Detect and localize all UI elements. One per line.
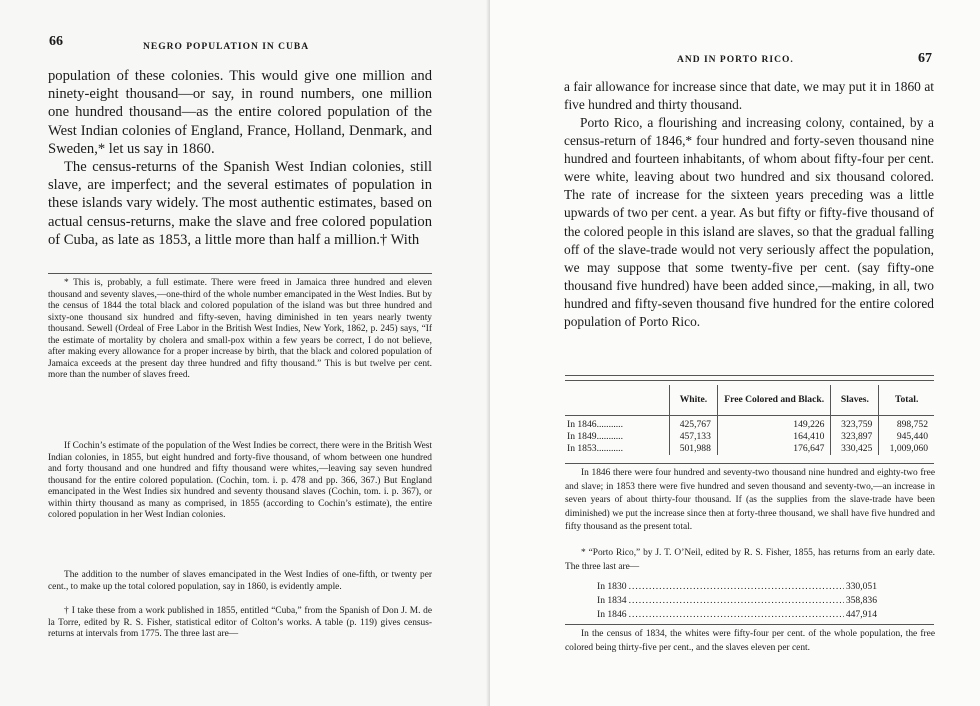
- census-row-1853: [565, 443, 934, 455]
- census-header-slaves: Slaves.: [831, 385, 879, 416]
- leader-label: In 1830: [597, 581, 627, 592]
- right-body-paragraph-2: Porto Rico, a flourishing and increasing colony, contained, by a census-return of 1846,* four hundred and forty-seven thousand nine hundred and fourteen inhabitants, of whom about fifty-four per cent. were white, leaving about two hundred and six thousand colored. The rate of increase for the sixteen years preceding was a little upwards of two per cent. a year. As but fifty or fifty-five thousand of the colored people in this island are slaves, so that the gradual falling off of the slave-trade would not very seriously affect the population, we may suppose that some twenty-five per cent. (say fifty-one thousand five hundred) have been added since,—making, in all, two hundred and fifty-seven thousand five hundred for the entire colored population of Porto Rico.: [564, 115, 934, 330]
- census-cell-total: 945,440: [879, 431, 934, 443]
- left-page-number: 66: [49, 34, 63, 49]
- right-note-3: In the census of 1834, the whites were fifty-four per cent. of the whole population, the free colored being thirty-five per cent., and the slaves eleven per cent.: [565, 629, 935, 653]
- leader-row-1846: [597, 609, 877, 621]
- leader-label: In 1846: [597, 609, 627, 620]
- census-header-blank: [565, 385, 670, 416]
- census-header-white: White.: [670, 385, 718, 416]
- census-cell-slaves: 330,425: [831, 443, 879, 455]
- census-cell-free: 176,647: [717, 443, 831, 455]
- census-header-total: Total.: [879, 385, 934, 416]
- census-cell-slaves: 323,897: [831, 431, 879, 443]
- leader-row-1834: [597, 595, 877, 607]
- table-top-rule-1: [565, 375, 934, 376]
- right-page-number: 67: [918, 51, 932, 66]
- census-row-1849: [565, 431, 934, 443]
- left-footnote-3: The addition to the number of slaves emancipated in the West Indies of one-fifth, or twenty per cent., to make up the total colored population, say in 1860, is evidently ample.: [48, 570, 432, 592]
- census-table-header-row: [565, 385, 934, 416]
- leader-label: In 1834: [597, 595, 627, 606]
- leader-row-1830: [597, 581, 877, 593]
- census-table: [565, 385, 934, 455]
- right-note-1: In 1846 there were four hundred and seventy-two thousand nine hundred and eighty-two free and slave; in 1853 there were five hundred and seven thousand and seventy-two,—an increase in seven years of about thirty-four thousand. If (as the supplies from the slave-trade have been diminished) we put the increase since then at forty-three thousand, we shall have five hundred and fifty thousand as the present total.: [565, 468, 935, 533]
- leader-value: 330,051: [845, 581, 877, 592]
- census-cell-free: 149,226: [717, 416, 831, 432]
- left-body-paragraph-2: The census-returns of the Spanish West Indian colonies, still slave, are imperfect; and the several estimates of population in these islands vary widely. The most authentic estimates, based on actual census-returns, make the slave and free colored population of Cuba, as late as 1853, a little more than half a million.† With: [48, 159, 432, 248]
- census-row-1846: [565, 416, 934, 432]
- table-bottom-rule: [565, 463, 934, 464]
- census-cell-total: 898,752: [879, 416, 934, 432]
- right-running-head: AND IN PORTO RICO.: [677, 55, 794, 65]
- census-cell-free: 164,410: [717, 431, 831, 443]
- left-footnote-2: If Cochin’s estimate of the population of the West Indies be correct, there were in the British West Indian colonies, in 1855, but eight hundred and forty-five thousand, of whom between one hundred and forty thousand and one hundred and fifty thousand were whites,—leaving say seven hundred thousand for the entire colored population. (Cochin, tom. i. p. 478 and pp. 366, 367.) But England emancipated in the West Indies six hundred and seventy thousand slaves (Cochin, tom. i. p. 367), or within thirty thousand as many as comprised, in 1855 (according to Cochin’s estimate), the entire colored population in her West Indian colonies.: [48, 441, 432, 520]
- right-body-paragraph-1: a fair allowance for increase since that date, we may put it in 1860 at five hundred and thirty thousand.: [564, 79, 934, 113]
- list-bottom-rule: [565, 624, 934, 625]
- left-body-paragraph-1: population of these colonies. This would give one million and ninety-eight thousand—or say, in round numbers, one million one hundred thousand—as the entire colored population of the West Indian colonies of England, France, Holland, Denmark, and Sweden,* let us say in 1860.: [48, 68, 432, 157]
- table-top-rule-2: [565, 380, 934, 381]
- census-cell-white: 425,767: [670, 416, 718, 432]
- right-note-2: * “Porto Rico,” by J. T. O’Neil, edited by R. S. Fisher, 1855, has returns from an early date. The three last are—: [565, 548, 935, 572]
- census-cell-total: 1,009,060: [879, 443, 934, 455]
- left-running-head: NEGRO POPULATION IN CUBA: [143, 42, 310, 52]
- census-cell-slaves: 323,759: [831, 416, 879, 432]
- census-row-label: In 1853...........: [567, 443, 623, 454]
- census-row-label: In 1846...........: [567, 419, 623, 430]
- leader-value: 358,836: [845, 595, 877, 606]
- left-footnote-4: † I take these from a work published in 1855, entitled “Cuba,” from the Spanish of Don J. M. de la Torre, edited by R. S. Fisher, statistical editor of Colton’s works. A table (p. 119) gives census-returns at intervals from 1775. The three last are—: [48, 606, 432, 639]
- census-cell-white: 457,133: [670, 431, 718, 443]
- census-cell-white: 501,988: [670, 443, 718, 455]
- census-row-label: In 1849...........: [567, 431, 623, 442]
- left-footnote-1: * This is, probably, a full estimate. There were freed in Jamaica three hundred and eleven thousand and seventy slaves,—one-third of the whole number emancipated in the West Indies. But by the census of 1844 the total black and colored population of the island was but three hundred and sixty-one thousand six hundred and fifty-seven, having diminished in ten years nearly twenty thousand. Sewell (Ordeal of Free Labor in the British West Indies, New York, 1862, p. 245) says, “If the estimate of mortality by cholera and small-pox within a few years be correct, I do not believe, after making every allowance for a proper increase by birth, that the black and colored population of Jamaica exceeds at the present day three hundred and fifty thousand.” This is but twelve per cent. more than the number of slaves freed.: [48, 278, 432, 380]
- census-header-free-colored: Free Colored and Black.: [717, 385, 831, 416]
- leader-value: 447,914: [845, 609, 877, 620]
- footnote-rule: [48, 273, 432, 274]
